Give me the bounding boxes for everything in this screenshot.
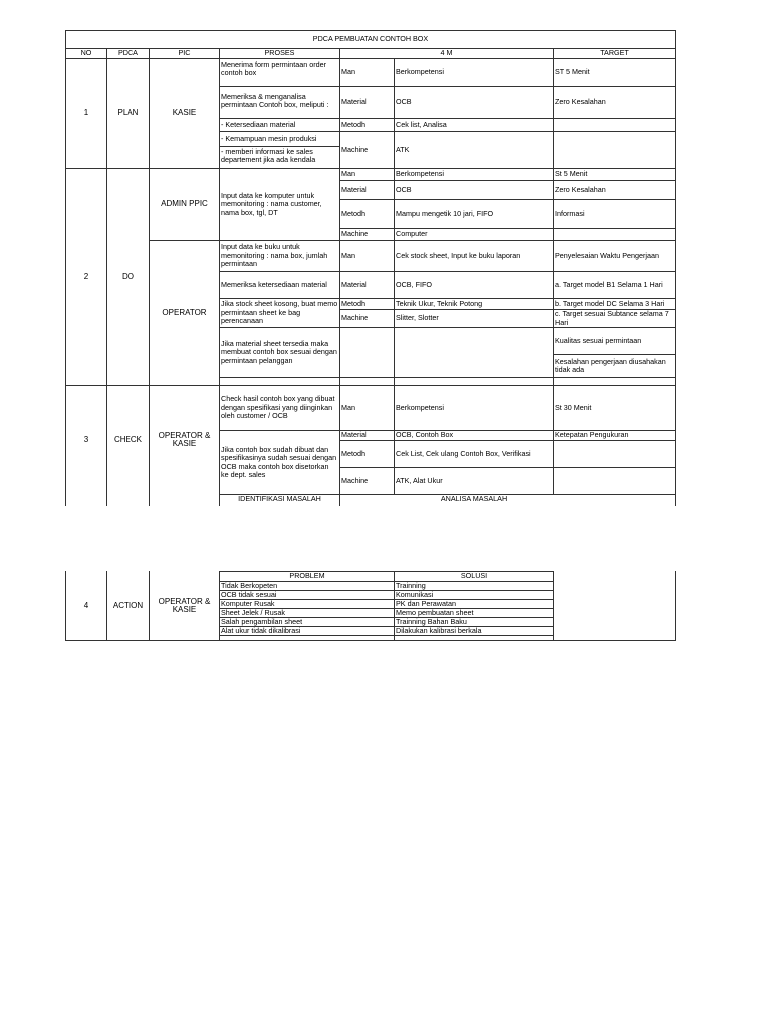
row-2-pic-operator: OPERATOR: [162, 307, 207, 317]
do-op-target-5: Kualitas sesuai permintaan: [555, 335, 642, 345]
plan-target-1: ST 5 Menit: [555, 67, 590, 77]
action-problem-6: Alat ukur tidak dikalibrasi: [221, 627, 301, 635]
action-solusi-5: Trainning Bahan Baku: [396, 618, 467, 626]
do-admin-m-man: Man: [341, 169, 355, 179]
plan-target-2: Zero Kesalahan: [555, 97, 606, 107]
row-1-pic: KASIE: [172, 108, 197, 118]
action-problem-1: Tidak Berkopeten: [221, 582, 278, 590]
check-proses-2: Jika contoh box sudah dibuat dan spesifikasinya sudah sesuai dengan OCB maka contoh box disetorkan ke dept. sales: [221, 444, 337, 479]
action-solusi-1: Trainning: [396, 582, 426, 590]
row-4-pdca: ACTION: [112, 600, 144, 610]
row-3-pdca: CHECK: [113, 434, 142, 444]
header-4m: 4 M: [440, 48, 453, 57]
do-admin-detail-4: Computer: [396, 229, 428, 239]
row-3-no: 3: [83, 434, 89, 444]
check-proses-1: Check hasil contoh box yang dibuat dengan spesifikasi yang diinginkan oleh customer / OCB: [221, 394, 335, 421]
do-admin-detail-1: Berkompetensi: [396, 169, 444, 179]
check-detail-2: OCB, Contoh Box: [396, 431, 454, 440]
action-solusi-6: Dilakukan kalibrasi berkala: [396, 627, 482, 635]
plan-detail-3: Cek list, Analisa: [396, 119, 447, 129]
check-identifikasi-header: IDENTIFIKASI MASALAH: [238, 494, 321, 503]
do-admin-target-1: St 5 Menit: [555, 169, 588, 179]
do-admin-proses: Input data ke komputer untuk memonitoring : nama customer, nama box, tgl, DT: [221, 190, 322, 217]
do-op-target-6: Kesalahan pengerjaan diusahakan tidak ada: [555, 356, 666, 374]
plan-proses-3: - Ketersediaan material: [221, 119, 296, 129]
row-2-no: 2: [83, 271, 89, 281]
plan-detail-2: OCB: [396, 97, 412, 107]
check-detail-1: Berkompetensi: [396, 402, 444, 412]
do-op-detail-1: Cek stock sheet, Input ke buku laporan: [396, 250, 521, 260]
plan-m-metodh: Metodh: [341, 119, 365, 129]
header-proses: PROSES: [264, 48, 295, 57]
do-admin-target-2: Zero Kesalahan: [555, 184, 606, 194]
do-op-m-man: Man: [341, 250, 355, 260]
do-op-detail-4: Slitter, Slotter: [396, 313, 439, 323]
action-solusi-3: PK dan Perawatan: [396, 600, 456, 608]
row-1-pdca: PLAN: [117, 108, 139, 118]
plan-m-machine: Machine: [341, 144, 369, 154]
check-detail-4: ATK, Alat Ukur: [396, 475, 443, 485]
plan-proses-5: - memberi informasi ke sales departement jika ada kendala: [221, 148, 316, 165]
plan-proses-4: - Kemampuan mesin produksi: [221, 133, 317, 143]
plan-m-man: Man: [341, 67, 355, 77]
header-pdca: PDCA: [118, 48, 138, 57]
row-4-no: 4: [83, 600, 89, 610]
do-op-proses-2: Memeriksa ketersediaan material: [221, 279, 327, 289]
page-title: PDCA PEMBUATAN CONTOH BOX: [312, 34, 429, 44]
row-4-pic: OPERATOR & KASIE: [158, 596, 211, 614]
header-pic: PIC: [178, 48, 191, 57]
check-m-man: Man: [341, 402, 355, 412]
do-op-detail-3: Teknik Ukur, Teknik Potong: [396, 299, 483, 308]
do-admin-detail-2: OCB: [396, 184, 412, 194]
action-solusi-2: Komunikasi: [396, 591, 434, 599]
row-1-no: 1: [83, 108, 89, 118]
row-2-pic-admin: ADMIN PPIC: [161, 199, 208, 209]
action-solusi-4: Memo pembuatan sheet: [396, 609, 474, 617]
do-op-m-metodh: Metodh: [341, 299, 365, 308]
do-op-proses-3: Jika stock sheet kosong, buat memo permintaan sheet ke bag perencanaan: [221, 299, 338, 326]
check-target-1: St 30 Menit: [555, 402, 592, 412]
do-op-target-1: Penyelesaian Waktu Pengerjaan: [555, 250, 660, 260]
do-admin-detail-3: Mampu mengetik 10 jari, FIFO: [396, 208, 494, 218]
action-problem-3: Komputer Rusak: [221, 600, 275, 608]
check-target-2: Ketepatan Pengukuran: [555, 431, 629, 440]
do-op-detail-2: OCB, FIFO: [396, 279, 432, 289]
plan-proses-2: Memeriksa & menganalisa permintaan Contoh box, meliputi :: [221, 93, 329, 110]
header-no: NO: [80, 48, 92, 57]
check-analisa-header: ANALISA MASALAH: [440, 494, 508, 503]
do-op-m-material: Material: [341, 279, 367, 289]
action-problem-4: Sheet Jelek / Rusak: [221, 609, 285, 617]
row-3-pic: OPERATOR & KASIE: [158, 430, 211, 448]
plan-detail-1: Berkompetensi: [396, 67, 444, 77]
plan-detail-4: ATK: [396, 144, 410, 154]
do-op-proses-4: Jika material sheet tersedia maka membuat contoh box sesuai dengan permintaan pelanggan: [221, 338, 337, 365]
check-m-metodh: Metodh: [341, 448, 365, 458]
check-m-machine: Machine: [341, 475, 369, 485]
check-m-material: Material: [341, 431, 367, 440]
do-op-target-4: c. Target sesuai Subtance selama 7 Hari: [555, 310, 669, 327]
header-target: TARGET: [600, 48, 629, 57]
do-admin-m-material: Material: [341, 184, 367, 194]
action-problem-2: OCB tidak sesuai: [221, 591, 277, 599]
do-admin-m-machine: Machine: [341, 229, 369, 239]
do-admin-target-3: Informasi: [555, 208, 585, 218]
action-solusi-header: SOLUSI: [460, 572, 488, 581]
check-detail-3: Cek List, Cek ulang Contoh Box, Verifikasi: [396, 448, 531, 458]
do-op-target-2: a. Target model B1 Selama 1 Hari: [555, 279, 663, 289]
do-op-proses-1: Input data ke buku untuk memonitoring : nama box, jumlah permintaan: [221, 242, 328, 269]
action-problem-5: Salah pengambilan sheet: [221, 618, 303, 626]
plan-proses-1: Menerima form permintaan order contoh box: [221, 61, 327, 78]
plan-m-material: Material: [341, 97, 367, 107]
do-op-target-3: b. Target model DC Selama 3 Hari: [555, 299, 665, 308]
do-admin-m-metodh: Metodh: [341, 208, 365, 218]
row-2-pdca: DO: [122, 271, 134, 281]
do-op-m-machine: Machine: [341, 313, 369, 323]
action-problem-header: PROBLEM: [289, 572, 325, 581]
